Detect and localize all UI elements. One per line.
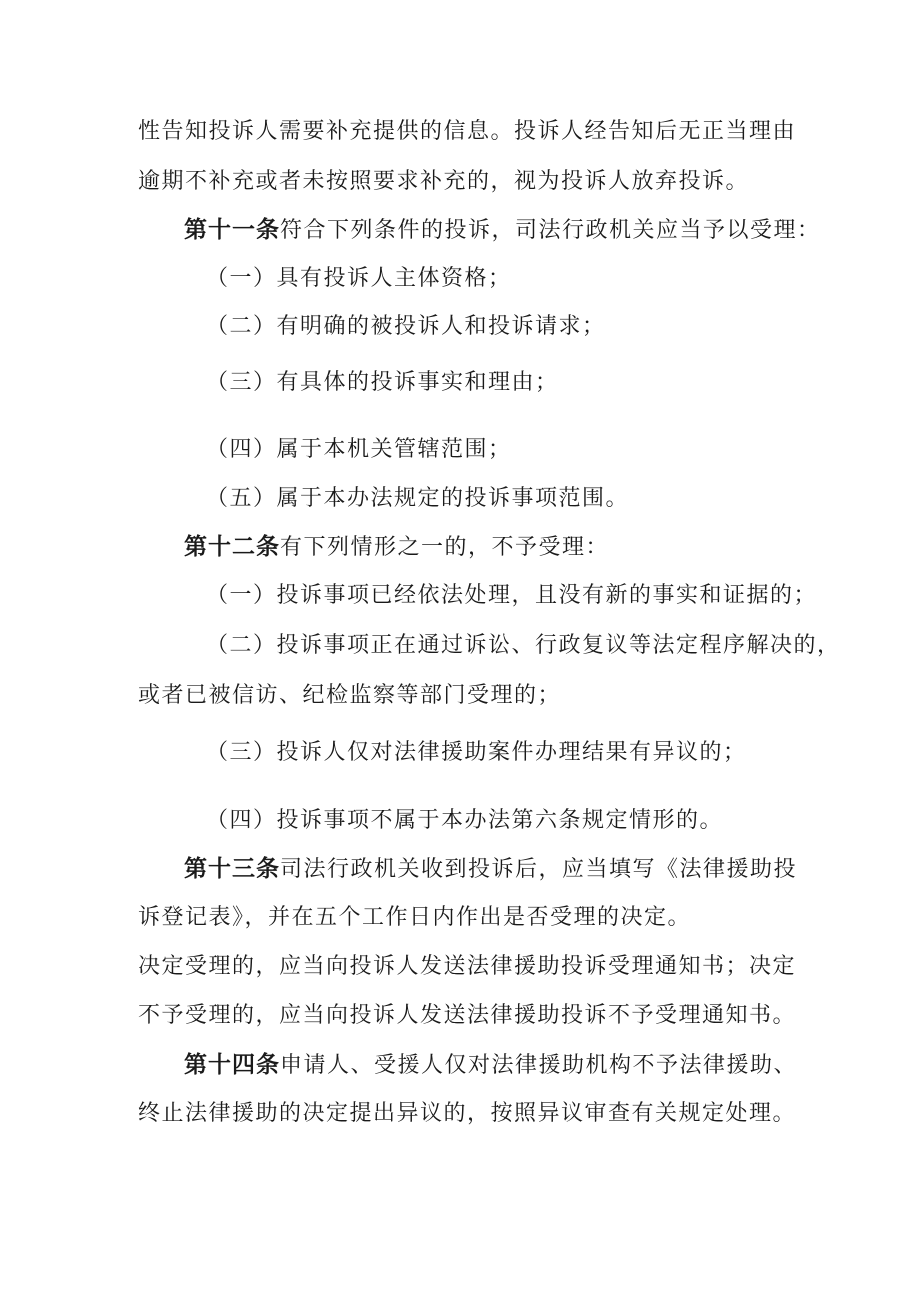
list-item: （一）投诉事项已经依法处理，且没有新的事实和证据的； (206, 583, 818, 608)
paragraph-line: 终止法律援助的决定提出异议的，按照异议审查有关规定处理。 (138, 1101, 797, 1126)
list-item: （一）具有投诉人主体资格； (206, 266, 512, 291)
paragraph-line: 决定受理的，应当向投诉人发送法律援助投诉受理通知书；决定 (138, 954, 797, 979)
article-heading: 第十三条 (184, 856, 280, 882)
article-heading: 第十二条 (184, 534, 280, 560)
list-item: （二）投诉事项正在通过诉讼、行政复议等法定程序解决的， (206, 633, 841, 658)
list-item: （四）属于本机关管辖范围； (206, 437, 512, 462)
list-item: （二）有明确的被投诉人和投诉请求； (206, 314, 606, 339)
article-intro: 有下列情形之一的，不予受理： (280, 535, 610, 560)
paragraph-line: 不予受理的，应当向投诉人发送法律援助投诉不予受理通知书。 (138, 1003, 797, 1028)
list-item: （三）有具体的投诉事实和理由； (206, 370, 559, 395)
list-item-continuation: 或者已被信访、纪检监察等部门受理的； (138, 683, 562, 708)
article-13 (184, 854, 797, 885)
article-14 (184, 1050, 797, 1081)
paragraph-line: 性告知投诉人需要补充提供的信息。投诉人经告知后无正当理由 (138, 119, 797, 144)
article-heading: 第十一条 (184, 217, 280, 243)
article-intro: 符合下列条件的投诉，司法行政机关应当予以受理： (280, 218, 821, 243)
paragraph-line: 诉登记表》，并在五个工作日内作出是否受理的决定。 (138, 905, 692, 930)
article-text: 司法行政机关收到投诉后，应当填写《法律援助投 (280, 857, 798, 882)
list-item: （四）投诉事项不属于本办法第六条规定情形的。 (206, 808, 724, 833)
article-text: 申请人、受援人仅对法律援助机构不予法律援助、 (280, 1053, 798, 1078)
article-11 (184, 215, 821, 246)
article-heading: 第十四条 (184, 1052, 280, 1078)
list-item: （五）属于本办法规定的投诉事项范围。 (206, 486, 630, 511)
list-item: （三）投诉人仅对法律援助案件办理结果有异议的； (206, 740, 747, 765)
article-12 (184, 532, 609, 563)
paragraph-line: 逾期不补充或者未按照要求补充的，视为投诉人放弃投诉。 (138, 169, 750, 194)
